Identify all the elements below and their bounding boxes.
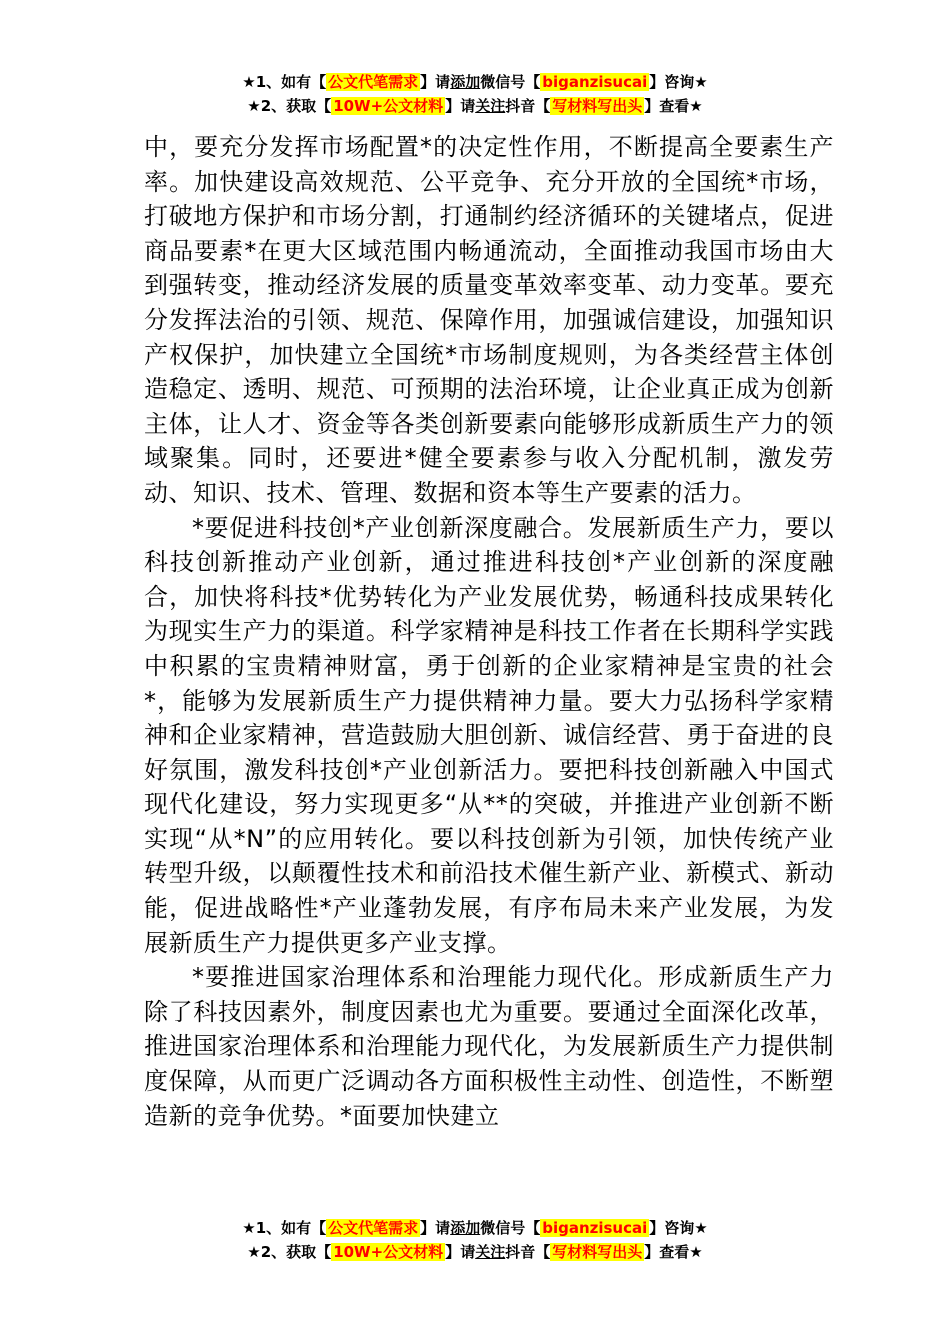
banner-line-1: ★1、如有【 公文代笔需求 】请添加微信号【 biganzisucai 】咨询★: [242, 73, 708, 91]
paragraph-3: *要推进国家治理体系和治理能力现代化。形成新质生产力除了科技因素外，制度因素也尤为重要。要通过全面深化改革，推进国家治理体系和治理能力现代化，为发展新质生产力提供制度保障，从而更广泛调动各方面积极性主动性、创造性，不断塑造新的竞争优势。*面要加快建立: [144, 963, 834, 1130]
banner-line-2: ★2、获取【 10W+公文材料 】请关注抖音【 写材料写出头 】查看★: [247, 97, 703, 115]
footer-banner: [0, 1216, 950, 1264]
banner-line-1: ★1、如有【 公文代笔需求 】请添加微信号【 biganzisucai 】咨询★: [242, 1219, 708, 1237]
banner-line-2: ★2、获取【 10W+公文材料 】请关注抖音【 写材料写出头 】查看★: [247, 1243, 703, 1261]
highlight-douyin-id: 写材料写出头: [552, 97, 643, 115]
highlight-materials: 10W+公文材料: [333, 97, 444, 115]
highlight-materials: 10W+公文材料: [333, 1243, 444, 1261]
paragraph-2: *要促进科技创*产业创新深度融合。发展新质生产力，要以科技创新推动产业创新，通过推进科技创*产业创新的深度融合，加快将科技*优势转化为产业发展优势，畅通科技成果转化为现实生产力的渠道。科学家精神是科技工作者在长期科学实践中积累的宝贵精神财富，勇于创新的企业家精神是宝贵的社会*，能够为发展新质生产力提供精神力量。要大力弘扬科学家精神和企业家精神，营造鼓励大胆创新、诚信经营、勇于奋进的良好氛围，激发科技创*产业创新活力。要把科技创新融入中国式现代化建设，努力实现更多“从**的突破，并推进产业创新不断实现“从*N”的应用转化。要以科技创新为引领，加快传统产业转型升级，以颠覆性技术和前沿技术催生新产业、新模式、新动能，促进战略性*产业蓬勃发展，有序布局未来产业发展，为发展新质生产力提供更多产业支撑。: [144, 513, 834, 957]
highlight-wechat-id: biganzisucai: [542, 1219, 648, 1237]
document-body: [144, 130, 834, 1133]
paragraph-1: 中，要充分发挥市场配置*的决定性作用，不断提高全要素生产率。加快建设高效规范、公平竞争、充分开放的全国统*市场，打破地方保护和市场分割，打通制约经济循环的关键堵点，促进商品要素*在更大区域范围内畅通流动，全面推动我国市场由大到强转变，推动经济发展的质量变革效率变革、动力变革。要充分发挥法治的引领、规范、保障作用，加强诚信建设，加强知识产权保护，加快建立全国统*市场制度规则，为各类经营主体创造稳定、透明、规范、可预期的法治环境，让企业真正成为创新主体，让人才、资金等各类创新要素向能够形成新质生产力的领域聚集。同时，还要进*健全要素参与收入分配机制，激发劳动、知识、技术、管理、数据和资本等生产要素的活力。: [144, 133, 834, 507]
highlight-service: 公文代笔需求: [328, 73, 419, 91]
highlight-wechat-id: biganzisucai: [542, 73, 648, 91]
highlight-douyin-id: 写材料写出头: [552, 1243, 643, 1261]
highlight-service: 公文代笔需求: [328, 1219, 419, 1237]
header-banner: [0, 70, 950, 118]
